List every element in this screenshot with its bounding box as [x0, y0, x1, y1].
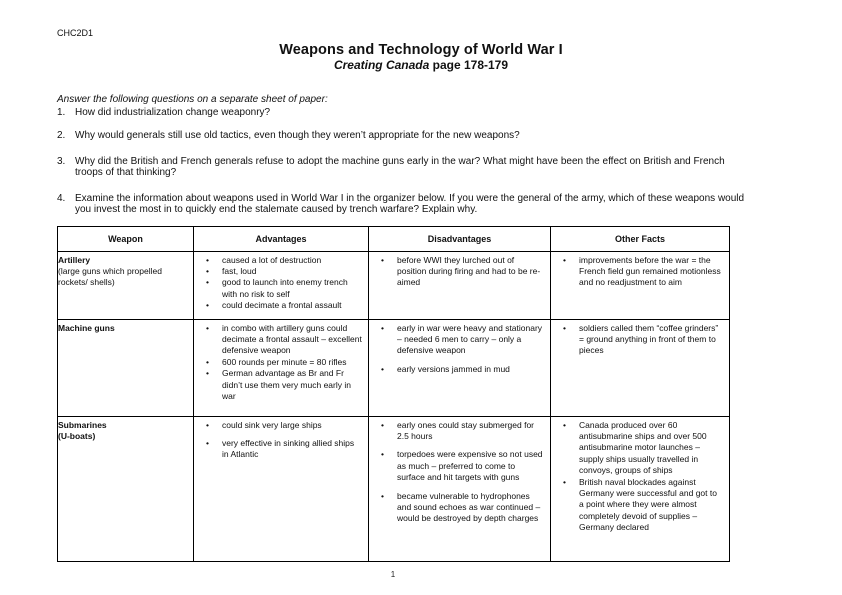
bullet-text: caused a lot of destruction [222, 254, 322, 265]
weapon-cell [58, 416, 194, 561]
bullet-item [194, 357, 363, 368]
bullet-list [551, 255, 724, 289]
bullet-text: improvements before the war = the French field gun remained motionless and no readjustment to aim [579, 254, 721, 288]
weapons-table [57, 226, 730, 562]
bullet-item [194, 277, 363, 300]
other-facts-cell [551, 416, 730, 561]
advantages-cell [194, 251, 369, 319]
bullet-list [369, 420, 545, 525]
bullet-list [551, 323, 724, 357]
bullet-item [194, 368, 363, 402]
weapon-description: (large guns which propelled rockets/ shells) [58, 265, 162, 288]
weapon-name: Submarines [58, 419, 107, 430]
bullet-item [551, 255, 724, 289]
bullet-list [194, 420, 363, 461]
bullet-text: could decimate a frontal assault [222, 300, 342, 311]
question-text: Why did the British and French generals refuse to adopt the machine guns early in the war? What might have been the effect on British and French troops of that thinking? [75, 155, 725, 178]
bullet-list [369, 255, 545, 289]
bullet-item [369, 491, 545, 525]
bullet-text: could sink very large ships [222, 419, 322, 430]
bullet-text: before WWI they lurched out of position during firing and had to be re-aimed [397, 254, 541, 288]
bullet-item [194, 266, 363, 277]
bullet-list [194, 255, 363, 312]
course-code: CHC2D1 [57, 28, 94, 38]
bullet-list [369, 323, 545, 376]
question-list [57, 107, 842, 216]
question-text: Why would generals still use old tactics, even though they weren’t appropriate for the new weapons? [75, 130, 520, 141]
weapon-cell [58, 251, 194, 319]
bullet-text: British naval blockades against Germany were successful and got to a point where they were almost completely devoid of supplies – Germany declared [579, 476, 717, 533]
question-item [57, 156, 842, 179]
bullet-text: early ones could stay submerged for 2.5 hours [397, 419, 535, 441]
weapon-name: Machine guns [58, 322, 115, 333]
subtitle-book-title: Creating Canada [333, 58, 430, 72]
bullet-item [194, 323, 363, 357]
weapon-cell [58, 319, 194, 416]
question-number: 1. [57, 106, 66, 118]
question-text: Examine the information about weapons used in World War I in the organizer below. If you were the general of the army, which of these weapons would you invest the most in to quickly end the stalemate caused by trench warfare? Explain why. [75, 192, 745, 215]
bullet-item [551, 420, 724, 477]
instructions-line: Answer the following questions on a separate sheet of paper: [57, 94, 328, 105]
question-number: 2. [57, 130, 66, 141]
bullet-item [369, 364, 545, 375]
other-facts-cell [551, 319, 730, 416]
other-facts-cell [551, 251, 730, 319]
bullet-text: torpedoes were expensive so not used as much – preferred to come to surface and hit targets with guns [397, 449, 543, 483]
disadvantages-cell [369, 416, 551, 561]
column-header-disadvantages: Disadvantages [369, 226, 551, 251]
question-item [57, 130, 842, 142]
bullet-text: Canada produced over 60 antisubmarine ships and over 500 antisubmarine motor launches – supply ships usually travelled in convoys, groups of ships [579, 419, 707, 476]
bullet-list [194, 323, 363, 403]
advantages-cell [194, 416, 369, 561]
page-title: Weapons and Technology of World War I [279, 42, 563, 58]
table-row-artillery [58, 251, 730, 319]
bullet-item [551, 323, 724, 357]
bullet-item [194, 438, 363, 461]
bullet-item [369, 449, 545, 483]
page-number: 1 [390, 569, 396, 579]
bullet-item [194, 420, 363, 431]
table-header-row [58, 226, 730, 251]
column-header-advantages: Advantages [194, 226, 369, 251]
bullet-item [551, 477, 724, 534]
bullet-item [194, 255, 363, 266]
question-text: How did industrialization change weaponry? [75, 106, 271, 118]
column-header-weapon: Weapon [58, 226, 194, 251]
column-header-other-facts: Other Facts [551, 226, 730, 251]
disadvantages-cell [369, 251, 551, 319]
question-number: 3. [57, 155, 66, 167]
document-header [0, 0, 842, 72]
table-row-submarines [58, 416, 730, 561]
page-subtitle [0, 58, 842, 72]
bullet-text: in combo with artillery guns could decimate a frontal assault – excellent defensive weapon [222, 322, 362, 356]
bullet-text: fast, loud [222, 265, 257, 276]
bullet-item [369, 323, 545, 357]
bullet-item [194, 300, 363, 311]
bullet-item [369, 420, 545, 443]
bullet-text: soldiers called them “coffee grinders” = ground anything in front of them to pieces [579, 322, 719, 356]
bullet-text: German advantage as Br and Fr didn’t use them very much early in war [222, 368, 351, 401]
weapon-name: Artillery [58, 254, 91, 265]
table-row-machine-guns [58, 319, 730, 416]
bullet-text: very effective in sinking allied ships in Atlantic [222, 437, 355, 460]
bullet-list [551, 420, 724, 534]
bullet-text: early versions jammed in mud [397, 363, 510, 374]
advantages-cell [194, 319, 369, 416]
bullet-text: early in war were heavy and stationary – needed 6 men to carry – only a defensive weapon [397, 322, 543, 356]
table-area [57, 226, 729, 579]
bullet-item [369, 255, 545, 289]
bullet-text: became vulnerable to hydrophones and sound echoes as war continued – would be destroyed by depth charges [397, 490, 541, 524]
question-number: 4. [57, 192, 66, 204]
question-item [57, 193, 842, 216]
subtitle-page-range: page 178-179 [429, 58, 509, 72]
disadvantages-cell [369, 319, 551, 416]
question-item [57, 107, 842, 119]
bullet-text: good to launch into enemy trench with no risk to self [222, 277, 348, 299]
bullet-text: 600 rounds per minute = 80 rifles [222, 356, 347, 367]
weapon-description: (U-boats) [58, 430, 96, 441]
